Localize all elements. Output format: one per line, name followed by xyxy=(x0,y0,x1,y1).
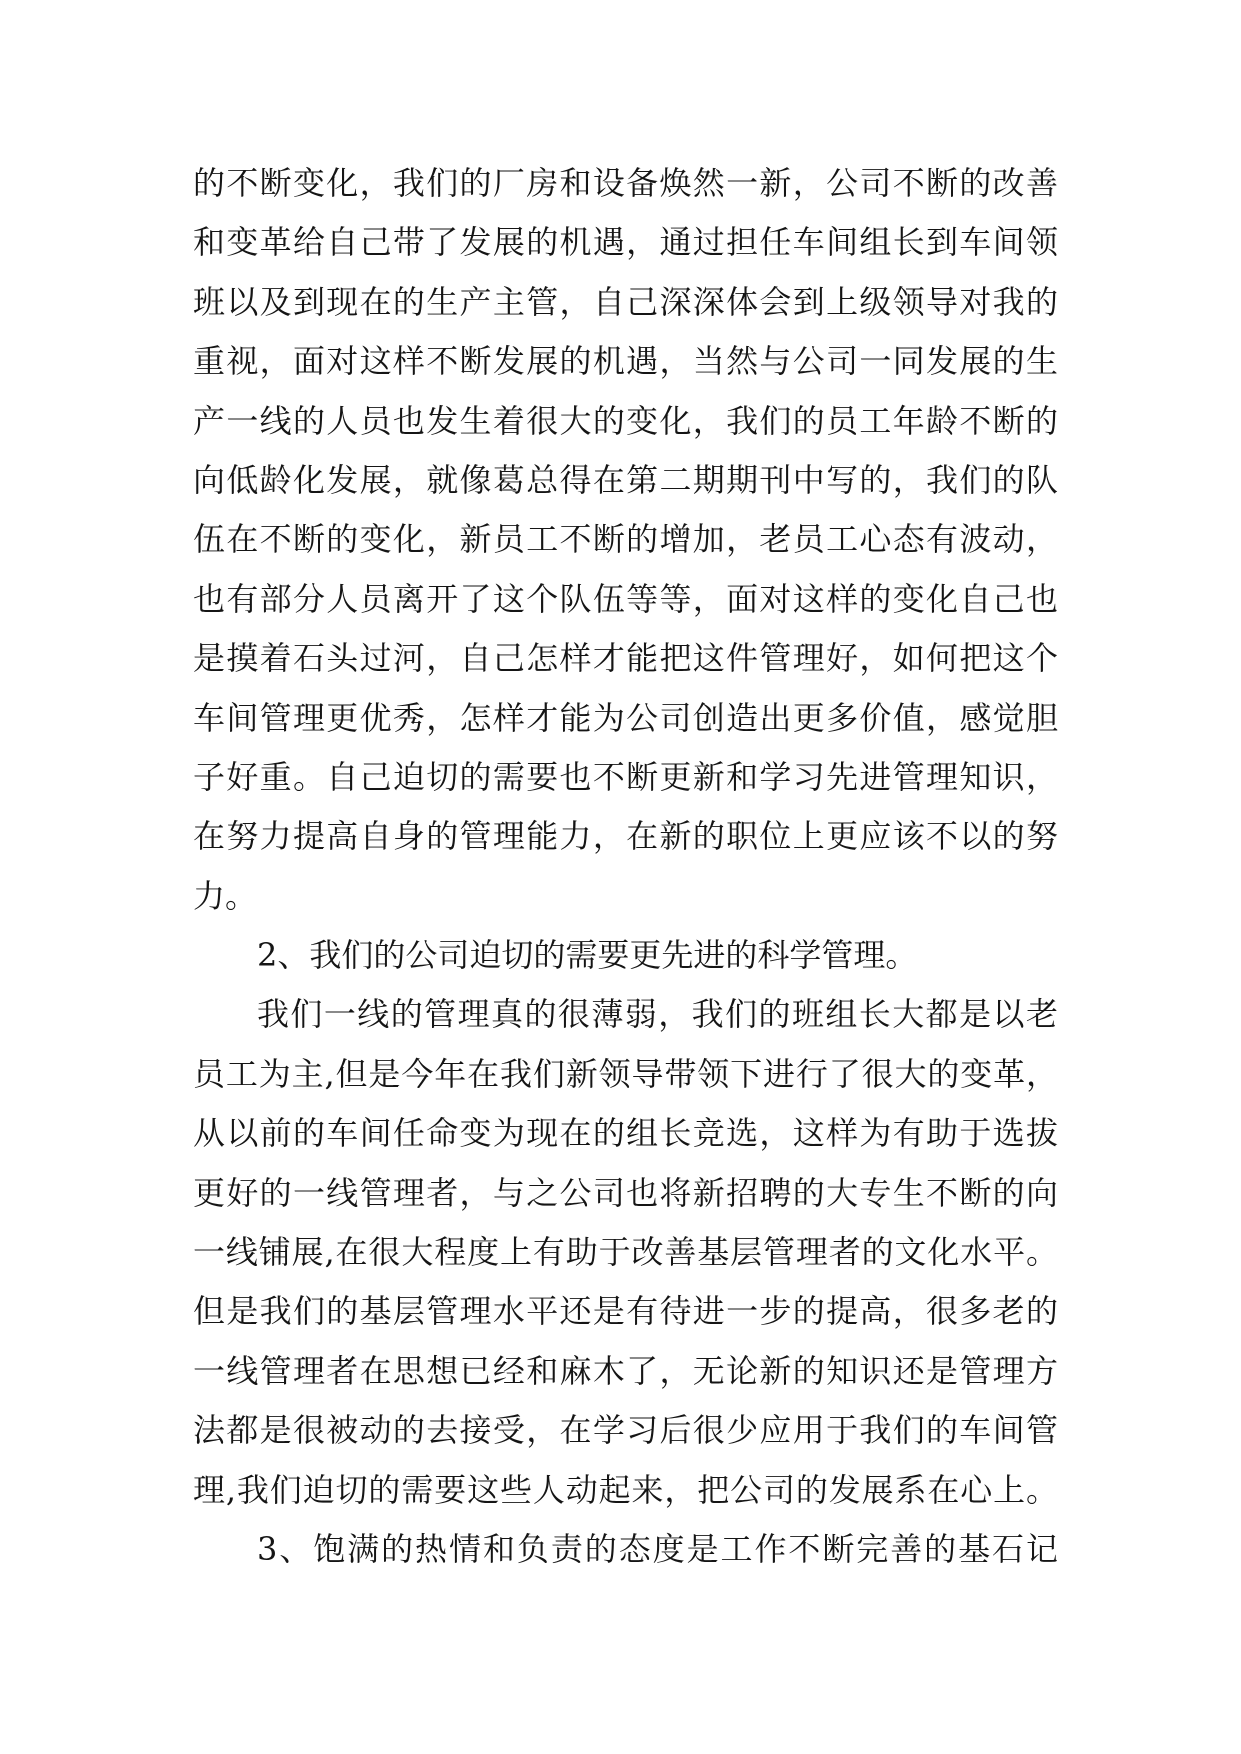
text-line: 向低龄化发展，就像葛总得在第二期期刊中写的，我们的队 xyxy=(193,460,1058,499)
numbered-point xyxy=(193,926,1058,985)
numbered-point-line: 2、我们的公司迫切的需要更先进的科学管理。 xyxy=(257,936,918,975)
text-line: 重视，面对这样不断发展的机遇，当然与公司一同发展的生 xyxy=(193,342,1058,381)
text-line: 产一线的人员也发生着很大的变化，我们的员工年龄不断的 xyxy=(193,401,1058,440)
text-line: 从以前的车间任命变为现在的组长竞选，这样为有助于选拔 xyxy=(193,1114,1058,1153)
text-line: 和变革给自己带了发展的机遇，通过担任车间组长到车间领 xyxy=(193,223,1058,262)
paragraph xyxy=(193,154,1058,926)
text-line: 员工为主,但是今年在我们新领导带领下进行了很大的变革， xyxy=(193,1054,1058,1093)
text-line: 一线铺展,在很大程度上有助于改善基层管理者的文化水平。 xyxy=(193,1233,1058,1272)
text-line: 力。 xyxy=(193,876,258,915)
text-line: 但是我们的基层管理水平还是有待进一步的提高，很多老的 xyxy=(193,1292,1058,1331)
text-line: 伍在不断的变化，新员工不断的增加，老员工心态有波动， xyxy=(193,520,1058,559)
text-line: 子好重。自己迫切的需要也不断更新和学习先进管理知识， xyxy=(193,757,1058,796)
numbered-point xyxy=(193,1520,1058,1579)
text-line: 理,我们迫切的需要这些人动起来，把公司的发展系在心上。 xyxy=(193,1470,1058,1509)
text-line: 车间管理更优秀，怎样才能为公司创造出更多价值，感觉胆 xyxy=(193,698,1058,737)
text-line: 更好的一线管理者，与之公司也将新招聘的大专生不断的向 xyxy=(193,1173,1058,1212)
paragraph xyxy=(193,985,1058,1520)
text-line: 是摸着石头过河，自己怎样才能把这件管理好，如何把这个 xyxy=(193,639,1058,678)
body-text xyxy=(193,154,1058,1579)
numbered-point-line: 3、饱满的热情和负责的态度是工作不断完善的基石记 xyxy=(257,1529,1058,1568)
text-line: 的不断变化，我们的厂房和设备焕然一新，公司不断的改善 xyxy=(193,164,1058,202)
text-line: 法都是很被动的去接受，在学习后很少应用于我们的车间管 xyxy=(193,1411,1058,1450)
text-line: 我们一线的管理真的很薄弱，我们的班组长大都是以老 xyxy=(257,995,1058,1034)
text-line: 一线管理者在思想已经和麻木了，无论新的知识还是管理方 xyxy=(193,1351,1058,1390)
text-line: 也有部分人员离开了这个队伍等等，面对这样的变化自己也 xyxy=(193,579,1058,618)
text-line: 在努力提高自身的管理能力，在新的职位上更应该不以的努 xyxy=(193,817,1058,856)
text-line: 班以及到现在的生产主管，自己深深体会到上级领导对我的 xyxy=(193,282,1058,321)
